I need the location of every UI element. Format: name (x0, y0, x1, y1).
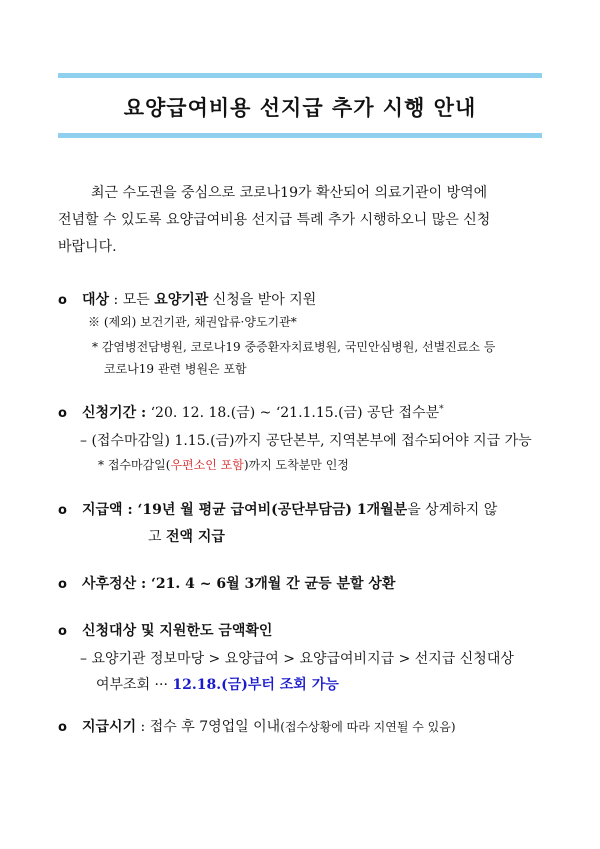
exclusion-note: ※ (제외) 보건기관, 채권압류·양도기관* (88, 315, 297, 329)
bullet-icon: o (58, 406, 67, 421)
deadline-footnote: * 접수마감일(우편소인 포함)까지 도착분만 인정 (98, 458, 349, 472)
section-settlement: o 사후정산 : ‘21. 4 ~ 6월 3개월 간 균등 분할 상환 (58, 576, 396, 592)
page-title: 요양급여비용 선지급 추가 시행 안내 (123, 96, 477, 120)
bullet-icon: o (58, 503, 67, 518)
eligibility-path-cont: 여부조회 ··· 12.18.(금)부터 조회 가능 (96, 677, 339, 693)
section-label: 지급액 : (82, 502, 133, 518)
section-label: 대상 (82, 292, 110, 308)
top-divider (58, 73, 542, 78)
intro-line: 전념할 수 있도록 요양급여비용 선지급 특례 추가 시행하오니 많은 신청 (58, 212, 491, 228)
section-timing: o 지급시기 : 접수 후 7영업일 이내(접수상황에 따라 지연될 수 있음) (58, 719, 456, 735)
bullet-icon: o (58, 577, 67, 592)
section-label: 신청기간 : (82, 405, 147, 421)
intro-line: 최근 수도권을 중심으로 코로나19가 확산되어 의료기관이 방역에 (91, 185, 488, 201)
intro-line: 바랍니다. (58, 239, 117, 255)
section-label: 지급시기 (82, 719, 137, 735)
bullet-icon: o (58, 624, 67, 639)
bullet-icon: o (58, 293, 67, 308)
section-label: 신청대상 및 지원한도 금액확인 (82, 623, 273, 639)
deadline-note: – (접수마감일) 1.15.(금)까지 공단본부, 지역본부에 접수되어야 지급 가능 (80, 433, 532, 449)
section-amount-cont: 고 전액 지급 (148, 529, 225, 545)
footnote-cont: 코로나19 관련 병원은 포함 (104, 362, 247, 376)
bottom-divider (58, 133, 542, 138)
section-amount: o 지급액 : ‘19년 월 평균 급여비(공단부담금) 1개월분을 상계하지 않 (58, 502, 498, 518)
section-eligibility (58, 620, 272, 640)
section-period: o 신청기간 : ‘20. 12. 18.(금) ~ ‘21.1.15.(금) 공단 접수분* (58, 404, 444, 421)
section-target: o 대상 : 모든 요양기관 신청을 받아 지원 (58, 292, 317, 308)
intro-paragraph (58, 180, 548, 261)
bullet-icon: o (58, 720, 67, 735)
footnote: * 감염병전담병원, 코로나19 중증환자치료병원, 국민안심병원, 선별진료소 등 (92, 340, 496, 354)
section-label: 사후정산 : (82, 576, 147, 592)
eligibility-path: – 요양기관 정보마당 > 요양급여 > 요양급여비지급 > 선지급 신청대상 (80, 651, 514, 667)
